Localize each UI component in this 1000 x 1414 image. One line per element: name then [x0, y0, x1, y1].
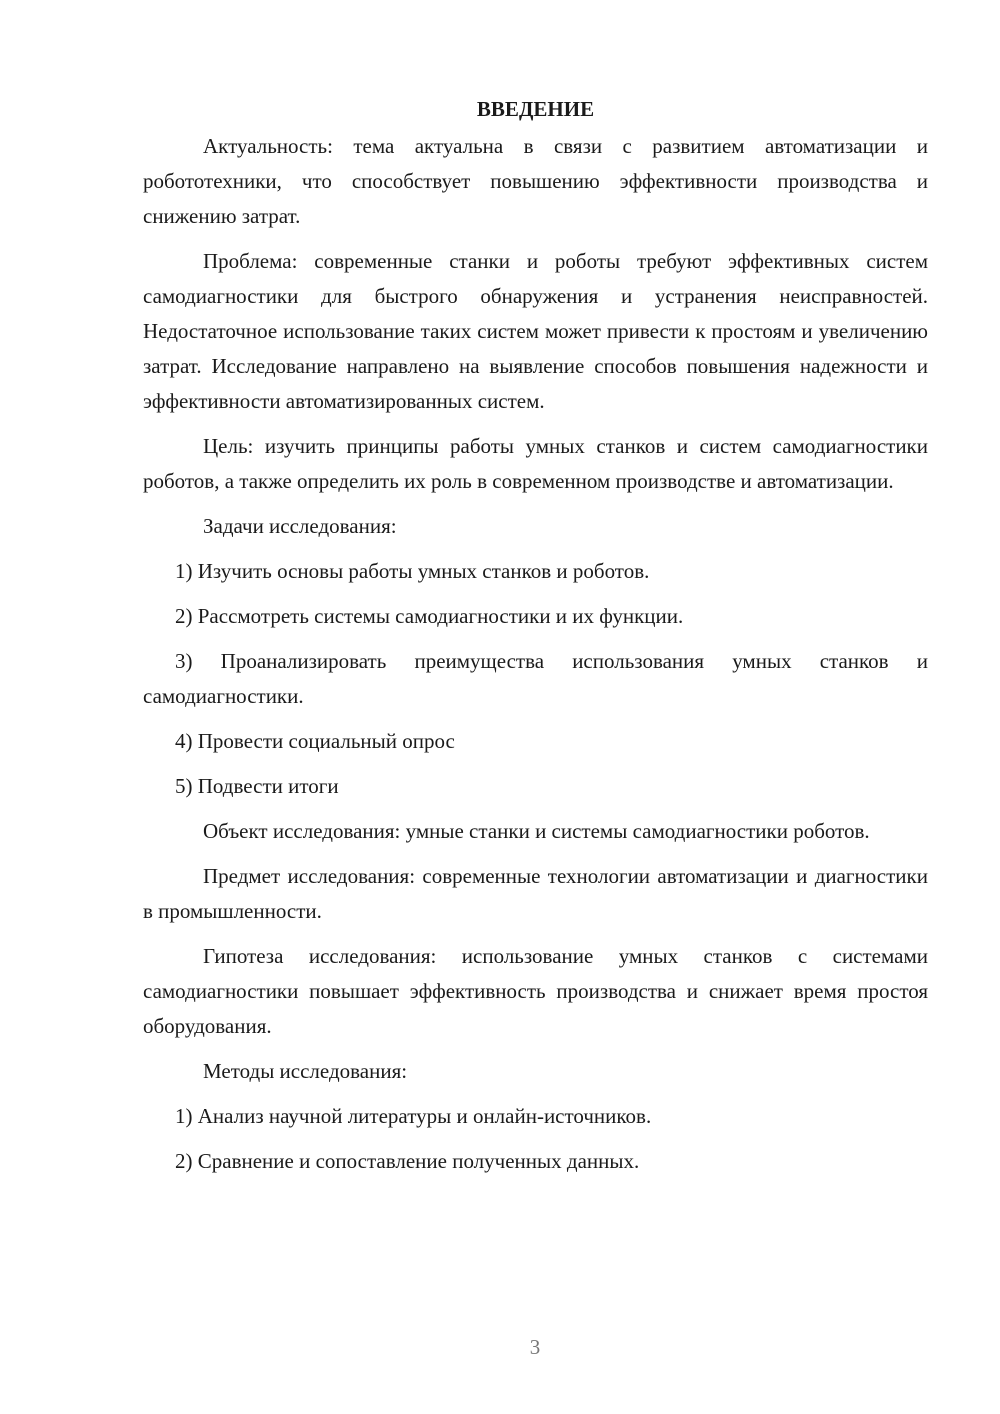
task-item-3: 3) Проанализировать преимущества использования умных станков и самодиагностики.	[143, 649, 928, 708]
goal-paragraph: Цель: изучить принципы работы умных станков и систем самодиагностики роботов, а также определить их роль в современном производстве и автоматизации.	[143, 434, 928, 493]
hypothesis-paragraph: Гипотеза исследования: использование умных станков с системами самодиагностики повышает эффективность производства и снижает время простоя оборудования.	[143, 944, 928, 1038]
section-title: ВВЕДЕНИЕ	[476, 97, 595, 121]
method-item-1: 1) Анализ научной литературы и онлайн-источников.	[175, 1104, 652, 1128]
task-item-4: 4) Провести социальный опрос	[175, 729, 455, 753]
relevance-paragraph: Актуальность: тема актуальна в связи с развитием автоматизации и робототехники, что способствует повышению эффективности производства и снижению затрат.	[143, 134, 928, 228]
tasks-heading: Задачи исследования:	[203, 514, 397, 538]
subject-paragraph: Предмет исследования: современные технологии автоматизации и диагностики в промышленности.	[143, 864, 928, 923]
object-paragraph: Объект исследования: умные станки и системы самодиагностики роботов.	[203, 819, 870, 843]
document-page	[143, 92, 928, 1189]
problem-paragraph: Проблема: современные станки и роботы требуют эффективных систем самодиагностики для быстрого обнаружения и устранения неисправностей. Недостаточное использование таких систем может привести к простоям и увеличению затрат. Исследование направлено на выявление способов повышения надежности и эффективности автоматизированных систем.	[143, 249, 928, 413]
page-number: 3	[529, 1335, 541, 1359]
methods-heading: Методы исследования:	[203, 1059, 408, 1083]
task-item-2: 2) Рассмотреть системы самодиагностики и их функции.	[175, 604, 684, 628]
task-item-5: 5) Подвести итоги	[175, 774, 339, 798]
task-item-1: 1) Изучить основы работы умных станков и роботов.	[175, 559, 650, 583]
method-item-2: 2) Сравнение и сопоставление полученных данных.	[175, 1149, 640, 1173]
